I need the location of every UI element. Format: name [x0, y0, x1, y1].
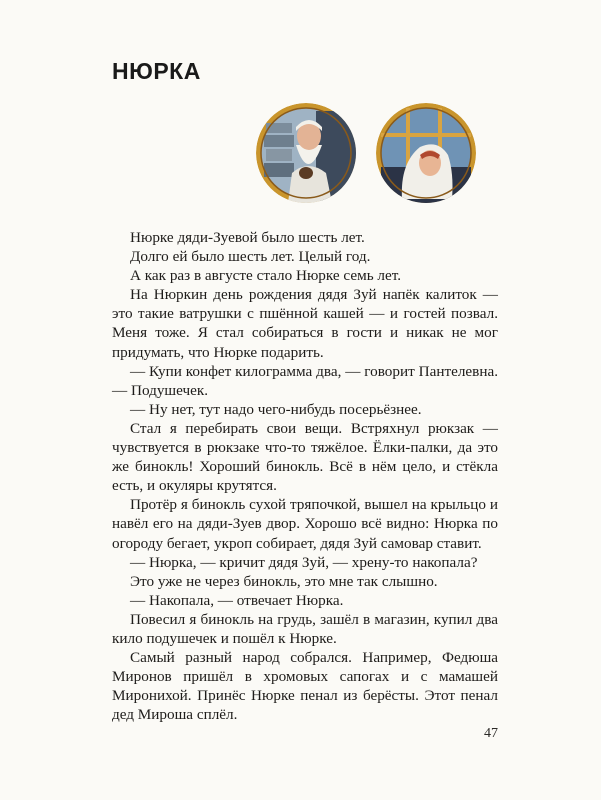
paragraph: — Купи конфет килограмма два, — говорит Пантелевна. — Подушечек.	[112, 362, 498, 399]
paragraph: Самый разный народ собрался. Например, Федюша Миронов пришёл в хромовых сапогах и с мамашей Миронихой. Принёс Нюрке пенал из берёсты. Этот пенал дед Мироша сплёл.	[112, 649, 498, 724]
paragraph: На Нюркин день рождения дядя Зуй напёк калиток — это такие ватрушки с пшённой кашей — и гостей позвал. Меня тоже. Я стал собираться в гости и никак не мог придумать, что Нюрке подарить.	[112, 286, 498, 361]
illustration-old-man-medallion	[256, 103, 356, 203]
paragraph: А как раз в августе стало Нюрке семь лет.	[130, 267, 402, 285]
paragraph: Стал я перебирать свои вещи. Встряхнул рюкзак — чувствуется в рюкзаке что-то тяжёлое. Ёлки-палки, да это же бинокль! Хороший бинокль. Всё в нём цело, и стёкла есть, и окуляры крутятся.	[112, 419, 498, 495]
illustration-girl-medallion	[376, 103, 476, 203]
story-text	[112, 228, 498, 724]
paragraph: — Нюрка, — кричит дядя Зуй, — хрену-то накопала?	[130, 553, 478, 571]
paragraph: Нюрке дяди-Зуевой было шесть лет.	[130, 229, 365, 246]
chapter-title: НЮРКА	[112, 58, 201, 84]
page-number: 47	[484, 726, 498, 741]
paragraph: Повесил я бинокль на грудь, зашёл в магазин, купил два кило подушечек и пошёл к Нюрке.	[112, 610, 498, 647]
paragraph: Долго ей было шесть лет. Целый год.	[130, 248, 371, 266]
paragraph: Протёр я бинокль сухой тряпочкой, вышел на крыльцо и навёл его на дяди-Зуев двор. Хорошо всё видно: Нюрка по огороду бегает, укроп собирает, дядя Зуй самовар ставит.	[112, 496, 498, 552]
paragraph: — Накопала, — отвечает Нюрка.	[130, 591, 344, 609]
paragraph: — Ну нет, тут надо чего-нибудь посерьёзнее.	[130, 400, 422, 418]
paragraph: Это уже не через бинокль, это мне так слышно.	[130, 572, 438, 590]
